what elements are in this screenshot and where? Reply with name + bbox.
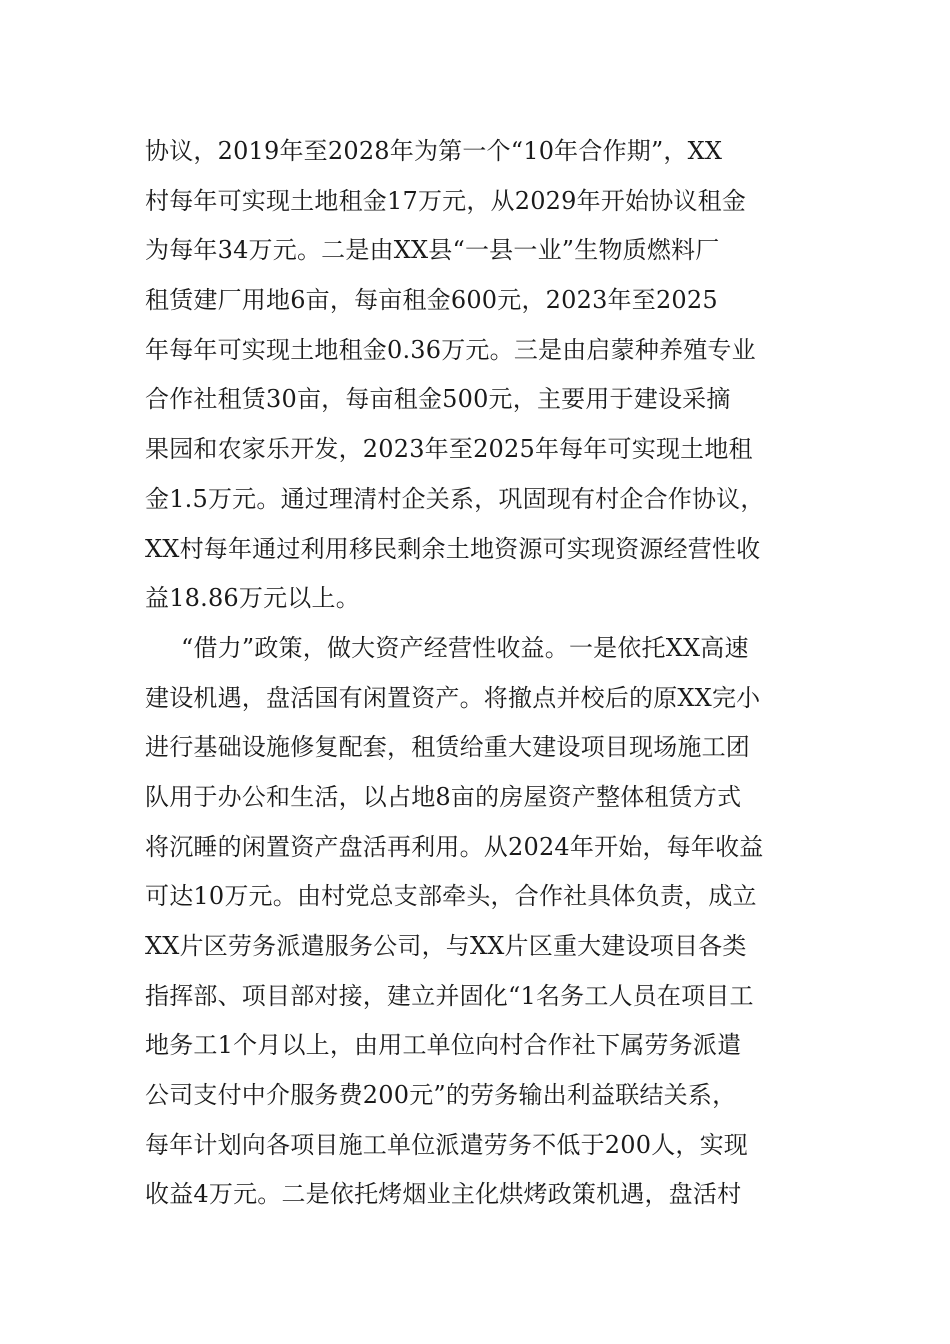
text-line: 地务工1个月以上，由用工单位向村合作社下属劳务派遣 xyxy=(145,1031,742,1060)
text-line: 租赁建厂用地6亩，每亩租金600元，2023年至2025 xyxy=(145,286,718,315)
text-line: 每年计划向各项目施工单位派遣劳务不低于200人，实现 xyxy=(145,1130,749,1159)
text-line: 为每年34万元。二是由XX县“一县一业”生物质燃料厂 xyxy=(145,236,720,265)
text-line: XX村每年通过利用移民剩余土地资源可实现资源经营性收 xyxy=(145,534,761,563)
text-line: 协议，2019年至2028年为第一个“10年合作期”，XX xyxy=(145,137,723,165)
text-line: XX片区劳务派遣服务公司，与XX片区重大建设项目各类 xyxy=(145,932,747,960)
document-body xyxy=(145,127,825,1220)
text-line: 年每年可实现土地租金0.36万元。三是由启蒙种养殖专业 xyxy=(145,335,756,364)
text-line: 合作社租赁30亩，每亩租金500元，主要用于建设采摘 xyxy=(145,385,731,414)
text-line: 村每年可实现土地租金17万元，从2029年开始协议租金 xyxy=(145,186,747,215)
text-line: 指挥部、项目部对接，建立并固化“1名务工人员在项目工 xyxy=(145,981,754,1010)
paragraph xyxy=(145,127,825,624)
text-line: 果园和农家乐开发，2023年至2025年每年可实现土地租 xyxy=(145,435,753,464)
text-line: 收益4万元。二是依托烤烟业主化烘烤政策机遇，盘活村 xyxy=(145,1180,742,1209)
text-line: 建设机遇，盘活国有闲置资产。将撤点并校后的原XX完小 xyxy=(145,683,761,712)
text-line: “借力”政策，做大资产经营性收益。一是依托XX高速 xyxy=(181,633,749,662)
text-line: 将沉睡的闲置资产盘活再利用。从2024年开始，每年收益 xyxy=(145,832,764,861)
text-line: 公司支付中介服务费200元”的劳务输出利益联结关系， xyxy=(145,1081,737,1110)
text-line: 进行基础设施修复配套，租赁给重大建设项目现场施工团 xyxy=(145,733,750,762)
text-line: 队用于办公和生活，以占地8亩的房屋资产整体租赁方式 xyxy=(145,782,742,811)
text-line: 可达10万元。由村党总支部牵头，合作社具体负责，成立 xyxy=(145,882,757,911)
text-line: 益18.86万元以上。 xyxy=(145,584,360,613)
paragraph xyxy=(145,624,825,1220)
text-line: 金1.5万元。通过理清村企关系，巩固现有村企合作协议， xyxy=(145,484,765,513)
